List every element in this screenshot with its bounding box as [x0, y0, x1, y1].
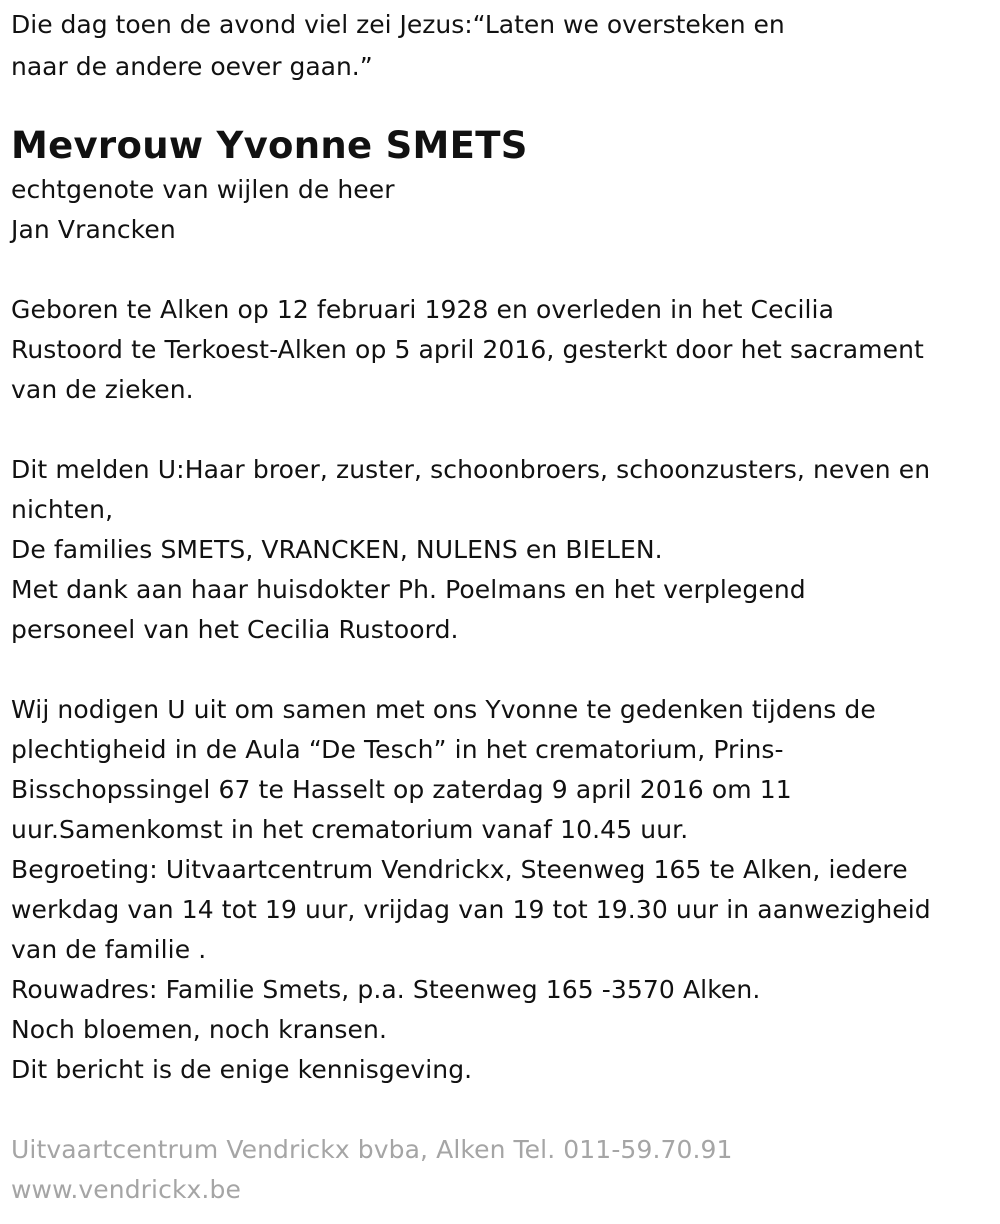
ceremony-line-10: Dit bericht is de enige kennisgeving.	[11, 1055, 473, 1084]
relation-block	[11, 170, 991, 250]
bible-quote	[11, 4, 991, 88]
birth-death-block	[11, 290, 991, 410]
announcement-line-1: Dit melden U:Haar broer, zuster, schoonbroers, schoonzusters, neven en	[11, 455, 931, 484]
announcement-line-2: nichten,	[11, 495, 114, 524]
birth-death-line-1: Geboren te Alken op 12 februari 1928 en overleden in het Cecilia	[11, 295, 835, 324]
ceremony-line-9: Noch bloemen, noch kransen.	[11, 1015, 387, 1044]
spacer	[11, 410, 991, 450]
ceremony-line-2: plechtigheid in de Aula “De Tesch” in het crematorium, Prins-	[11, 735, 784, 764]
ceremony-line-4: uur.Samenkomst in het crematorium vanaf 10.45 uur.	[11, 815, 689, 844]
ceremony-line-7: van de familie .	[11, 935, 207, 964]
deceased-name: Mevrouw Yvonne SMETS	[11, 124, 528, 167]
ceremony-line-6: werkdag van 14 tot 19 uur, vrijdag van 19 tot 19.30 uur in aanwezigheid	[11, 895, 931, 924]
announcement-line-5: personeel van het Cecilia Rustoord.	[11, 615, 459, 644]
ceremony-block	[11, 690, 991, 1090]
birth-death-line-3: van de zieken.	[11, 375, 194, 404]
funeral-home-footer	[11, 1130, 991, 1210]
relation-line-1: echtgenote van wijlen de heer	[11, 175, 395, 204]
spacer	[11, 650, 991, 690]
ceremony-line-3: Bisschopssingel 67 te Hasselt op zaterdag 9 april 2016 om 11	[11, 775, 792, 804]
quote-line-2: naar de andere oever gaan.”	[11, 52, 373, 81]
relation-line-2: Jan Vrancken	[11, 215, 176, 244]
funeral-home-website: www.vendrickx.be	[11, 1175, 241, 1204]
announcement-line-3: De families SMETS, VRANCKEN, NULENS en BIELEN.	[11, 535, 663, 564]
ceremony-line-1: Wij nodigen U uit om samen met ons Yvonne te gedenken tijdens de	[11, 695, 876, 724]
ceremony-line-5: Begroeting: Uitvaartcentrum Vendrickx, Steenweg 165 te Alken, iedere	[11, 855, 908, 884]
funeral-home-info: Uitvaartcentrum Vendrickx bvba, Alken Tel. 011-59.70.91	[11, 1135, 733, 1164]
spacer	[11, 250, 991, 290]
announcement-block	[11, 450, 991, 650]
obituary-notice	[11, 4, 991, 1210]
birth-death-line-2: Rustoord te Terkoest-Alken op 5 april 2016, gesterkt door het sacrament	[11, 335, 924, 364]
quote-line-1: Die dag toen de avond viel zei Jezus:“Laten we oversteken en	[11, 10, 785, 39]
ceremony-line-8: Rouwadres: Familie Smets, p.a. Steenweg 165 -3570 Alken.	[11, 975, 761, 1004]
announcement-line-4: Met dank aan haar huisdokter Ph. Poelmans en het verplegend	[11, 575, 806, 604]
